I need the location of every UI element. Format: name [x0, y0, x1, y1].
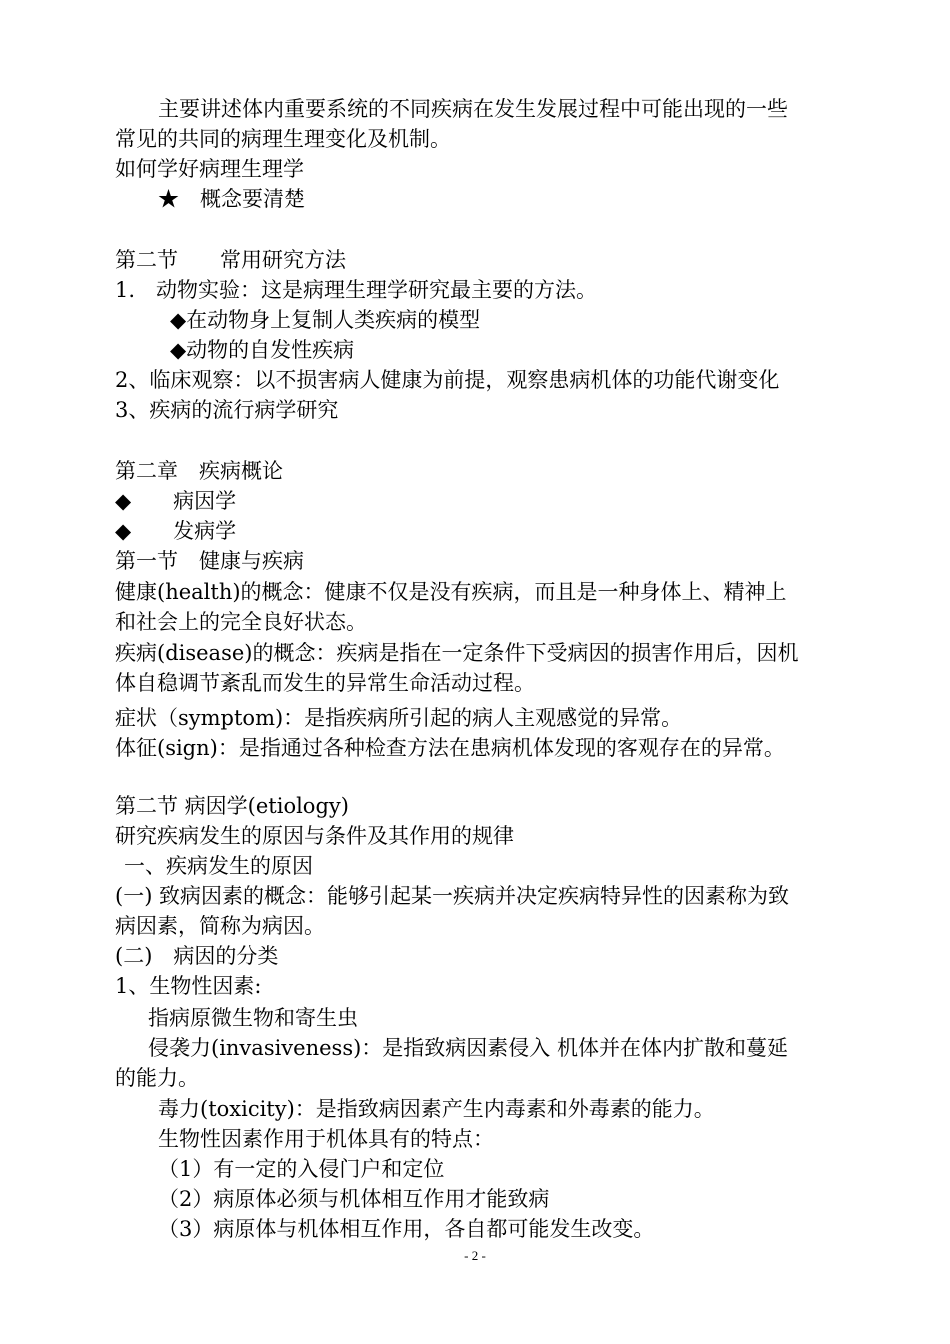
text-line: 健康(health)的概念：健康不仅是没有疾病，而且是一种身体上、精神上 — [115, 580, 787, 604]
text-line: 主要讲述体内重要系统的不同疾病在发生发展过程中可能出现的一些 — [158, 97, 788, 121]
chapter-heading: 第二章 疾病概论 — [115, 459, 283, 483]
bullet-item: ◆在动物身上复制人类疾病的模型 — [170, 308, 481, 332]
text-line: 的能力。 — [115, 1066, 199, 1090]
text-line: 病因素，简称为病因。 — [115, 914, 325, 938]
page-number: - 2 - — [464, 1248, 486, 1263]
text-line: 和社会上的完全良好状态。 — [115, 610, 367, 634]
text-line: 1. 动物实验：这是病理生理学研究最主要的方法。 — [115, 278, 598, 302]
section-heading: 第二节 常用研究方法 — [115, 248, 346, 272]
text-line: 体征(sign)：是指通过各种检查方法在患病机体发现的客观存在的异常。 — [115, 736, 785, 760]
section-heading: 第一节 健康与疾病 — [115, 549, 304, 573]
text-line: 症状（symptom)：是指疾病所引起的病人主观感觉的异常。 — [115, 706, 683, 730]
text-line: (一) 致病因素的概念：能够引起某一疾病并决定疾病特异性的因素称为致 — [115, 884, 790, 908]
bullet-item: ◆动物的自发性疾病 — [170, 338, 355, 362]
text-line: 常见的共同的病理生理变化及机制。 — [115, 127, 451, 151]
text-line: 生物性因素作用于机体具有的特点： — [158, 1127, 494, 1151]
list-item: （1）有一定的入侵门户和定位 — [158, 1157, 445, 1181]
text-line: 2、临床观察：以不损害病人健康为前提，观察患病机体的功能代谢变化 — [115, 368, 780, 392]
bullet-item: ◆ 病因学 — [115, 489, 237, 513]
text-line: 指病原微生物和寄生虫 — [148, 1006, 358, 1030]
text-line: (二) 病因的分类 — [115, 944, 279, 968]
list-item: （2）病原体必须与机体相互作用才能致病 — [158, 1187, 550, 1211]
list-item: （3）病原体与机体相互作用，各自都可能发生改变。 — [158, 1217, 655, 1241]
text-line: 体自稳调节紊乱而发生的异常生命活动过程。 — [115, 671, 535, 695]
text-line: 疾病(disease)的概念：疾病是指在一定条件下受病因的损害作用后，因机 — [115, 641, 799, 665]
text-line: ★ 概念要清楚 — [158, 187, 305, 211]
text-line: 侵袭力(invasiveness)：是指致病因素侵入 机体并在体内扩散和蔓延 — [148, 1036, 788, 1060]
text-line: 一、疾病发生的原因 — [124, 854, 313, 878]
text-line: 3、疾病的流行病学研究 — [115, 398, 339, 422]
section-heading: 第二节 病因学(etiology) — [115, 794, 349, 818]
text-line: 研究疾病发生的原因与条件及其作用的规律 — [115, 824, 514, 848]
bullet-item: ◆ 发病学 — [115, 519, 237, 543]
text-line: 1、生物性因素: — [115, 974, 262, 998]
text-line: 如何学好病理生理学 — [115, 157, 304, 181]
text-line: 毒力(toxicity)：是指致病因素产生内毒素和外毒素的能力。 — [158, 1097, 715, 1121]
